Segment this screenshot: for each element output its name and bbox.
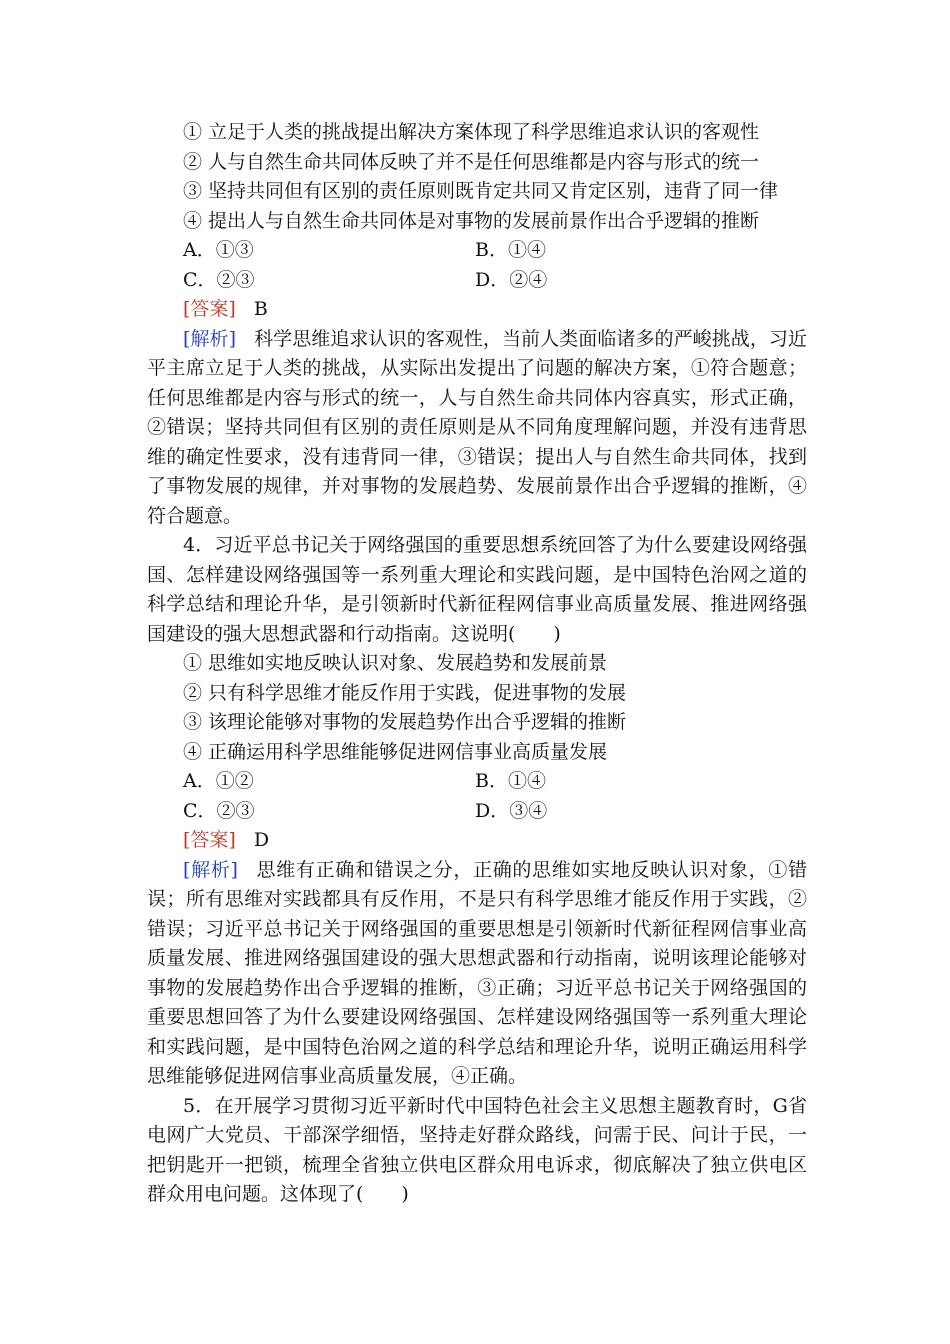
q3-answer-tag: [答案] [183, 298, 236, 320]
q4-analysis [147, 856, 807, 1092]
q4-answer-value: D [253, 829, 270, 851]
q4-option-c: C．②③ [183, 799, 255, 822]
q4-statement-1: ① 思维如实地反映认识对象、发展趋势和发展前景 [183, 652, 608, 674]
q3-options-row-1 [147, 236, 807, 266]
q4-answer-tag: [答案] [183, 829, 236, 851]
q4-statement-2: ② 只有科学思维才能反作用于实践，促进事物的发展 [183, 681, 627, 704]
q5-stem: 5．在开展学习贯彻习近平新时代中国特色社会主义思想主题教育时，G省电网广大党员、干部深学细悟，坚持走好群众路线，问需于民、问计于民，一把钥匙开一把锁，梳理全省独立供电区群众用电诉求，彻底解决了独立供电区群众用电问题。这体现了( ) [147, 1094, 807, 1205]
q4-option-b: B．①④ [475, 770, 546, 792]
q3-statement-1: ① 立足于人类的挑战提出解决方案体现了科学思维追求认识的客观性 [183, 121, 760, 143]
q4-options-row-2 [147, 797, 807, 827]
q4-analysis-text: 思维有正确和错误之分，正确的思维如实地反映认识对象，①错误；所有思维对实践都具有反作用，不是只有科学思维才能反作用于实践，②错误；习近平总书记关于网络强国的重要思想是引领新时代新征程网信事业高质量发展、推进网络强国建设的强大思想武器和行动指南，说明该理论能够对事物的发展趋势作出合乎逻辑的推断，③正确；习近平总书记关于网络强国的重要思想回答了为什么要建设网络强国、怎样建设网络强国等一系列重大理论和实践问题，是中国特色治网之道的科学总结和理论升华，说明正确运用科学思维能够促进网信事业高质量发展，④正确。 [147, 858, 807, 1087]
q4-statement-3: ③ 该理论能够对事物的发展趋势作出合乎逻辑的推断 [183, 711, 627, 733]
q3-analysis-tag: [解析] [183, 327, 237, 350]
q3-statements [147, 118, 807, 236]
q4-statements [147, 649, 807, 767]
q4-option-a: A．①② [183, 770, 254, 792]
q4-options-row-1 [147, 767, 807, 797]
q3-statement-4: ④ 提出人与自然生命共同体是对事物的发展前景作出合乎逻辑的推断 [183, 209, 760, 232]
q4-stem: 4．习近平总书记关于网络强国的重要思想系统回答了为什么要建设网络强国、怎样建设网络强国等一系列重大理论和实践问题，是中国特色治网之道的科学总结和理论升华，是引领新时代新征程网信事业高质量发展、推进网络强国建设的强大思想武器和行动指南。这说明( ) [147, 534, 807, 645]
q3-analysis-text: 科学思维追求认识的客观性，当前人类面临诸多的严峻挑战，习近平主席立足于人类的挑战，从实际出发提出了问题的解决方案，①符合题意；任何思维都是内容与形式的统一，人与自然生命共同体内容真实，形式正确，②错误；坚持共同但有区别的责任原则是从不同角度理解问题，并没有违背思维的确定性要求，没有违背同一律，③错误；提出人与自然生命共同体，找到了事物发展的规律，并对事物的发展趋势、发展前景作出合乎逻辑的推断，④符合题意。 [147, 327, 807, 527]
q3-option-a: A．①③ [183, 239, 254, 261]
q3-analysis [147, 325, 807, 532]
q4-answer [147, 826, 807, 856]
q3-option-d: D．②④ [475, 268, 548, 291]
q3-statement-3: ③ 坚持共同但有区别的责任原则既肯定共同又肯定区别，违背了同一律 [183, 180, 779, 202]
document-page [147, 118, 807, 1210]
q3-statement-2: ② 人与自然生命共同体反映了并不是任何思维都是内容与形式的统一 [183, 150, 760, 173]
q4-statement-4: ④ 正确运用科学思维能够促进网信事业高质量发展 [183, 740, 608, 763]
q3-answer [147, 295, 807, 325]
q3-answer-value: B [253, 298, 268, 320]
q3-option-c: C．②③ [183, 268, 255, 291]
q4-analysis-tag: [解析] [183, 858, 238, 881]
q3-option-b: B．①④ [475, 239, 546, 261]
q3-options-row-2 [147, 266, 807, 296]
q4-option-d: D．③④ [475, 799, 548, 822]
